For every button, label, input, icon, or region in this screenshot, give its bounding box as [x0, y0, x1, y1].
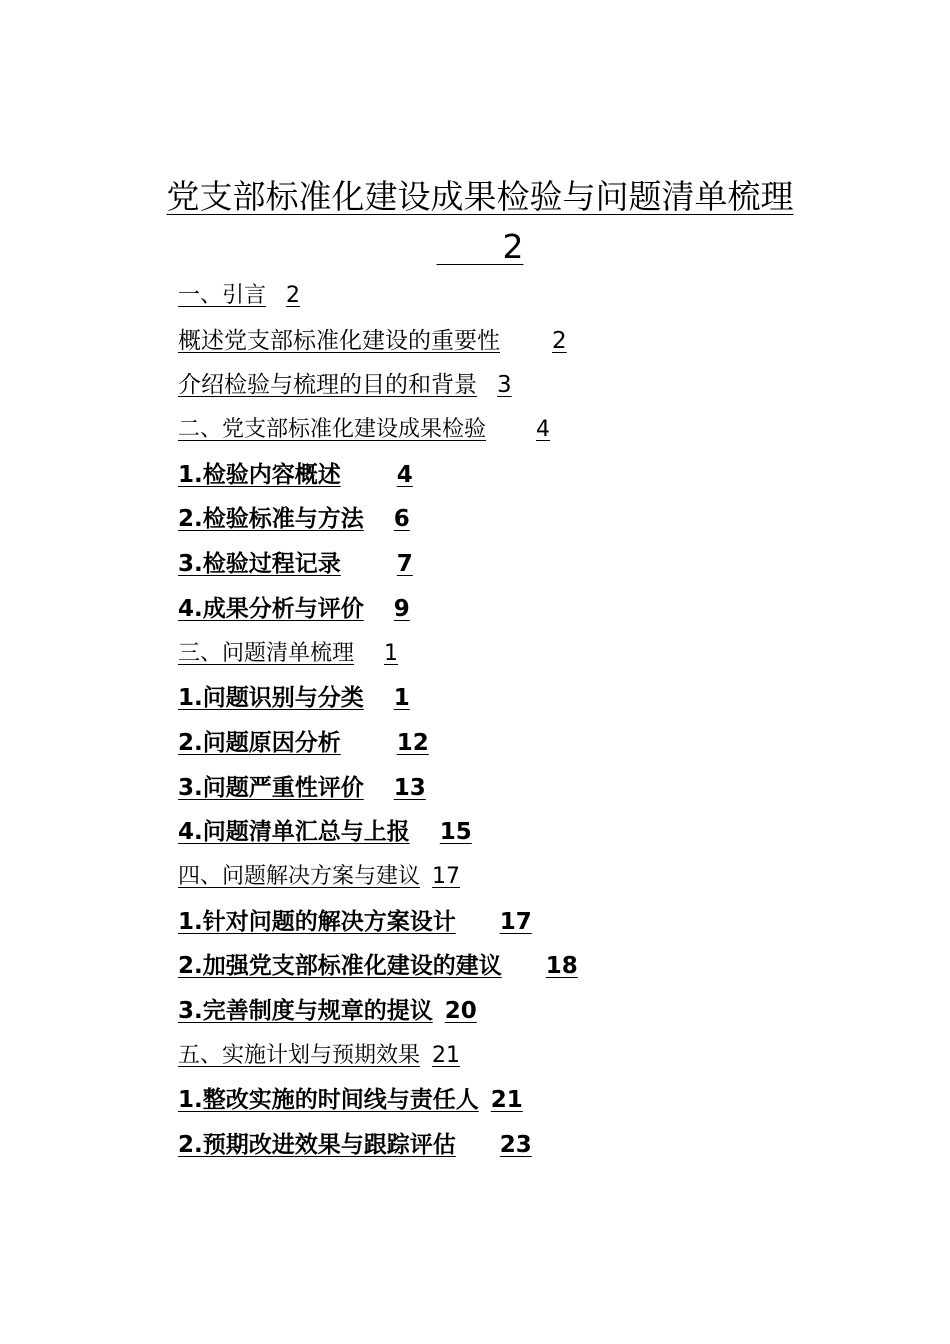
toc-link[interactable]	[178, 283, 300, 308]
toc-entry	[178, 1038, 578, 1083]
toc-page-number: 15	[439, 819, 472, 846]
toc-entry-text: 2.问题原因分析	[178, 729, 341, 756]
toc-link[interactable]	[178, 775, 426, 801]
toc-entry-text: 2.检验标准与方法	[178, 506, 364, 533]
toc-page-number: 13	[393, 774, 426, 801]
toc-entry	[178, 1127, 578, 1172]
toc-entry	[178, 278, 578, 323]
toc-entry-text: 1.针对问题的解决方案设计	[178, 908, 456, 935]
toc-entry	[178, 904, 578, 949]
toc-page-number: 12	[396, 729, 429, 756]
toc-link[interactable]	[178, 1087, 523, 1113]
toc-link[interactable]	[178, 506, 410, 532]
toc-page-number: 17	[499, 908, 532, 935]
toc-entry	[178, 636, 578, 681]
toc-link[interactable]	[178, 819, 472, 845]
toc-entry	[178, 993, 578, 1038]
toc-link[interactable]	[178, 730, 429, 756]
toc-link[interactable]	[178, 909, 532, 935]
toc-page-number: 6	[393, 506, 410, 533]
toc-link[interactable]	[178, 596, 410, 622]
toc-entry	[178, 725, 578, 770]
toc-entry	[178, 948, 578, 993]
toc-entry	[178, 814, 578, 859]
toc-link[interactable]	[178, 1043, 460, 1068]
toc-entry-text: 介绍检验与梳理的目的和背景	[178, 372, 477, 399]
toc-link[interactable]	[178, 998, 477, 1024]
toc-entry	[178, 457, 578, 502]
toc-page-number: 4	[396, 461, 413, 488]
toc-page-number: 2	[552, 327, 567, 354]
toc-page-number: 23	[499, 1132, 532, 1159]
toc-page-number: 17	[432, 863, 461, 889]
toc-page-number: 2	[286, 283, 301, 308]
toc-entry-text: 4.成果分析与评价	[178, 595, 364, 622]
toc-list	[178, 278, 578, 1172]
toc-page-number: 3	[497, 372, 512, 399]
toc-page-number: 20	[444, 998, 477, 1024]
toc-entry-text: 三、问题清单梳理	[178, 640, 355, 666]
toc-page-number: 7	[396, 551, 413, 578]
toc-entry-text: 二、党支部标准化建设成果检验	[178, 417, 487, 443]
toc-entry-text: 2.预期改进效果与跟踪评估	[178, 1132, 456, 1159]
toc-link[interactable]	[178, 417, 550, 442]
toc-entry-text: 2.加强党支部标准化建设的建议	[178, 953, 502, 980]
toc-page-number: 1	[393, 685, 410, 712]
toc-link[interactable]	[178, 372, 512, 398]
toc-entry	[178, 859, 578, 904]
toc-entry-text: 3.完善制度与规章的提议	[178, 998, 433, 1024]
toc-entry-text: 五、实施计划与预期效果	[178, 1042, 421, 1068]
toc-entry	[178, 680, 578, 725]
toc-entry-text: 1.整改实施的时间线与责任人	[178, 1087, 479, 1114]
toc-entry	[178, 770, 578, 815]
toc-link[interactable]	[178, 864, 460, 889]
toc-link[interactable]	[178, 1132, 532, 1158]
toc-entry-text: 3.问题严重性评价	[178, 774, 364, 801]
toc-entry-text: 一、引言	[178, 283, 267, 308]
toc-entry	[178, 412, 578, 457]
toc-page-number: 18	[545, 953, 578, 980]
toc-page-number: 4	[536, 417, 551, 443]
toc-entry-text: 4.问题清单汇总与上报	[178, 819, 410, 846]
toc-entry-text: 概述党支部标准化建设的重要性	[178, 327, 500, 354]
toc-entry	[178, 591, 578, 636]
toc-entry	[178, 501, 578, 546]
toc-page-number: 1	[384, 640, 399, 666]
toc-title[interactable]: 党支部标准化建设成果检验与问题清单梳理 2	[166, 177, 794, 266]
toc-link[interactable]	[178, 953, 578, 979]
toc-entry	[178, 367, 578, 412]
toc-link[interactable]	[178, 641, 398, 666]
toc-link[interactable]	[178, 551, 413, 577]
toc-link[interactable]	[178, 328, 567, 354]
toc-entry-text: 四、问题解决方案与建议	[178, 863, 421, 889]
toc-entry	[178, 546, 578, 591]
toc-link[interactable]	[178, 462, 413, 488]
toc-entry-text: 1.检验内容概述	[178, 461, 341, 488]
toc-entry-text: 3.检验过程记录	[178, 551, 341, 578]
toc-link[interactable]	[178, 685, 410, 711]
toc-page-number: 21	[432, 1042, 461, 1068]
toc-entry-text: 1.问题识别与分类	[178, 685, 364, 712]
toc-entry	[178, 323, 578, 368]
toc-page-number: 21	[490, 1087, 523, 1114]
toc-entry	[178, 1082, 578, 1127]
toc-page-number: 9	[393, 595, 410, 622]
